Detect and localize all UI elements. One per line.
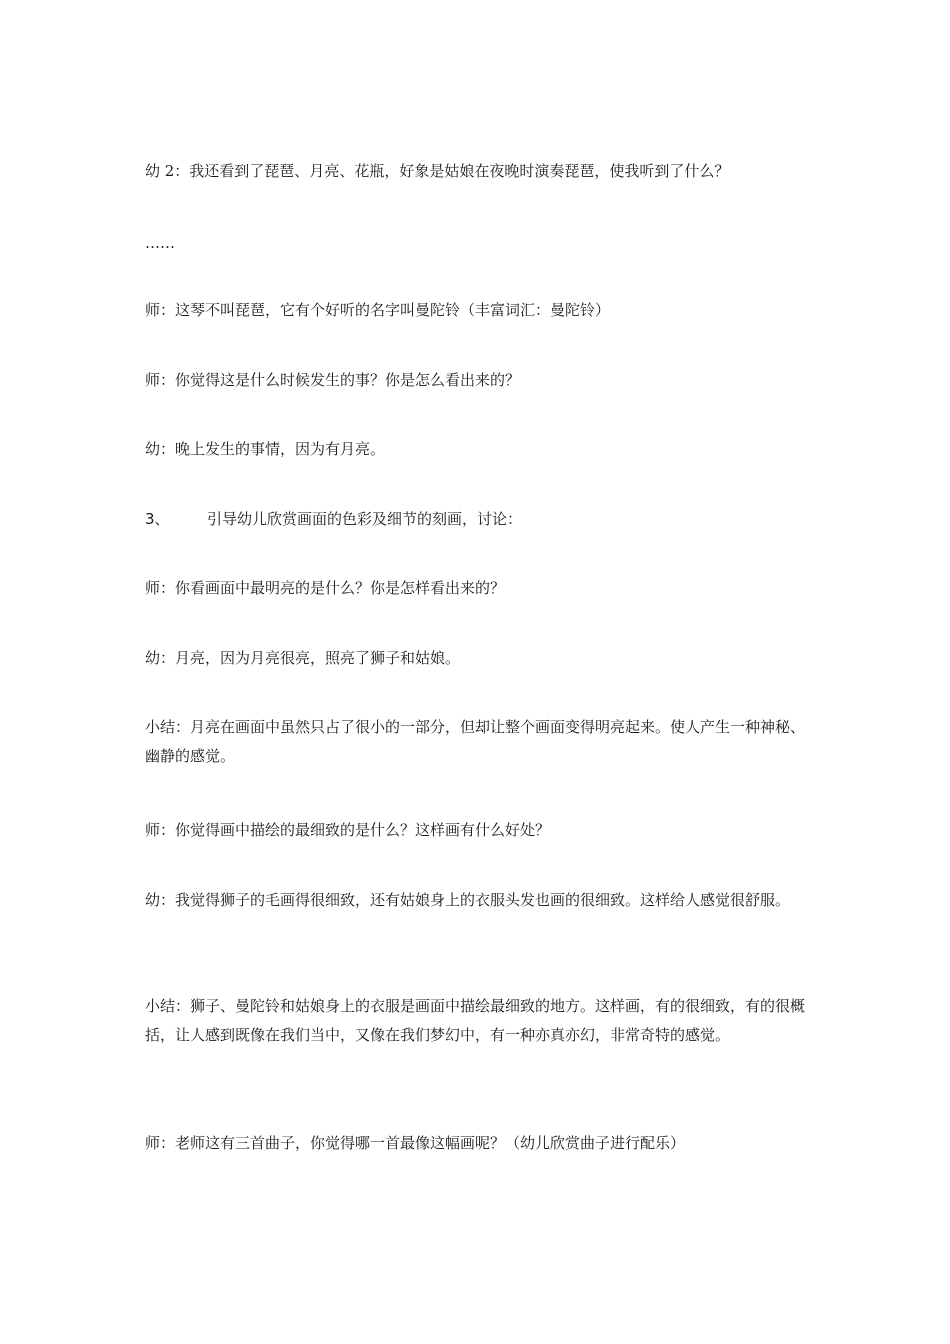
paragraph-teacher-when: 师：你觉得这是什么时候发生的事？你是怎么看出来的？ bbox=[145, 371, 521, 389]
paragraph-teacher-mandolin: 师：这琴不叫琵琶，它有个好听的名字叫曼陀铃（丰富词汇：曼陀铃） bbox=[145, 301, 611, 319]
paragraph-child-night: 幼：晚上发生的事情，因为有月亮。 bbox=[145, 440, 386, 458]
paragraph-summary-moon: 小结：月亮在画面中虽然只占了很小的一部分，但却让整个画面变得明亮起来。使人产生一种神秘、幽静的感觉。 bbox=[145, 718, 806, 765]
paragraph-child2-answer: 幼 2：我还看到了琵琶、月亮、花瓶，好象是姑娘在夜晚时演奏琵琶，使我听到了什么？ bbox=[145, 162, 730, 180]
paragraph-child-moon: 幼：月亮，因为月亮很亮，照亮了狮子和姑娘。 bbox=[145, 649, 461, 667]
paragraph-summary-detail: 小结：狮子、曼陀铃和姑娘身上的衣服是画面中描绘最细致的地方。这样画，有的很细致，有的很概括，让人感到既像在我们当中，又像在我们梦幻中，有一种亦真亦幻，非常奇特的感觉。 bbox=[145, 997, 806, 1044]
section-3-heading bbox=[145, 505, 810, 534]
section-3-text: 引导幼儿欣赏画面的色彩及细节的刻画，讨论： bbox=[207, 510, 523, 528]
paragraph-teacher-brightest: 师：你看画面中最明亮的是什么？你是怎样看出来的？ bbox=[145, 579, 506, 597]
section-3-number: 3、 bbox=[145, 510, 170, 528]
paragraph-ellipsis: …… bbox=[145, 234, 175, 252]
paragraph-teacher-music: 师：老师这有三首曲子，你觉得哪一首最像这幅画呢？（幼儿欣赏曲子进行配乐） bbox=[145, 1134, 686, 1152]
paragraph-child-detail: 幼：我觉得狮子的毛画得很细致，还有姑娘身上的衣服头发也画的很细致。这样给人感觉很舒服。 bbox=[145, 891, 791, 909]
paragraph-teacher-detail: 师：你觉得画中描绘的最细致的是什么？这样画有什么好处？ bbox=[145, 821, 551, 839]
